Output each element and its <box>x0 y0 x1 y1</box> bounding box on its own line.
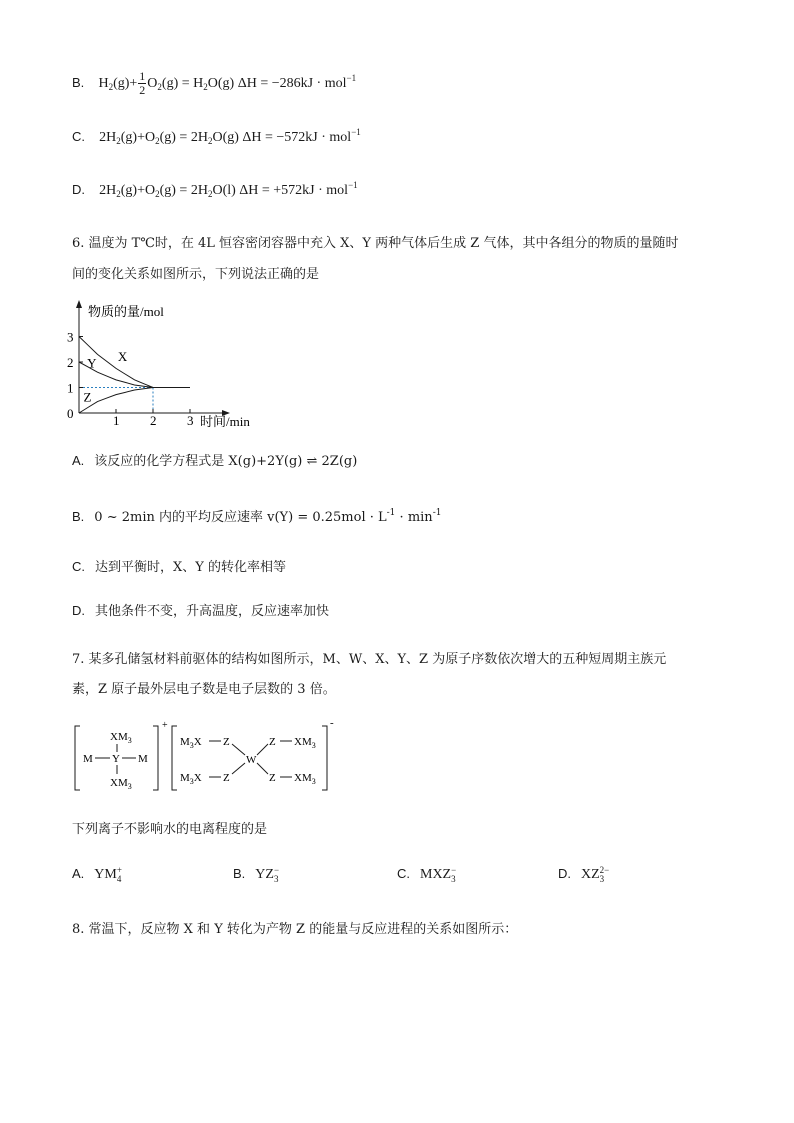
x-tick-label: 3 <box>187 413 194 428</box>
bond <box>257 744 268 755</box>
series-label-y: Y <box>87 355 97 371</box>
question-7-line-1: 7. 某多孔储氢材料前驱体的结构如图所示，M、W、X、Y、Z 为原子序数依次增大的五种短周期主族元 <box>72 652 667 667</box>
option-text: 该反应的化学方程式是 X(g)+2Y(g) ⇌ 2Z(g) <box>94 454 358 469</box>
ion-formula: YZ − 3 <box>255 865 280 884</box>
anion-upper-left-z: Z <box>223 736 230 748</box>
option-label: B. <box>72 509 85 524</box>
question-7-line-2: 素，Z 原子最外层电子数是电子层数的 3 倍。 <box>72 682 336 697</box>
y-axis-label: 物质的量/mol <box>88 304 164 319</box>
series-label-z: Z <box>83 389 92 405</box>
option-label: A. <box>72 866 85 882</box>
series-label-x: X <box>117 348 128 364</box>
q7-option-b <box>233 866 279 884</box>
cation-left-atom: M <box>83 753 93 765</box>
ion-formula: YM + 4 <box>94 865 122 884</box>
q7-option-d <box>558 866 609 884</box>
option-b-heat-equation <box>72 70 356 97</box>
y-tick-label: 2 <box>67 355 74 370</box>
option-label: C. <box>397 866 410 882</box>
q7-option-a <box>72 866 122 884</box>
anion-lower-left-z: Z <box>223 772 230 784</box>
fraction: $\frac{1}{2}$ <box>139 69 146 97</box>
anion-upper-right-group: $XM_3$ <box>294 736 316 750</box>
bond <box>232 744 245 755</box>
q6-option-d <box>72 600 329 619</box>
question-7-prompt: 下列离子不影响水的电离程度的是 <box>72 822 268 837</box>
cation-top-group: $XM_3$ <box>110 731 132 745</box>
ion-formula: MXZ − 3 <box>420 865 457 884</box>
x-tick-label: 2 <box>150 413 157 428</box>
anion-right-bracket <box>322 726 327 790</box>
option-label: D. <box>72 182 85 197</box>
amount-vs-time-chart <box>60 296 300 430</box>
bond <box>257 763 268 774</box>
option-label: A. <box>72 453 85 468</box>
anion-charge: - <box>330 718 334 729</box>
option-text: 0 ~ 2min 内的平均反应速率 $v(Y) = 0.25mol \cdot L^{-1} \cdot \min^{-1}$ <box>94 508 442 525</box>
question-8-line-1: 8. 常温下，反应物 X 和 Y 转化为产物 Z 的能量与反应进程的关系如图所示： <box>72 922 518 937</box>
y-axis-arrow <box>76 300 82 308</box>
anion-lower-left-group: $M_3X$ <box>180 772 202 786</box>
chart-series <box>79 337 190 414</box>
cation-right-bracket <box>153 726 158 790</box>
cation-charge: + <box>162 720 168 731</box>
option-text: 达到平衡时，X、Y 的转化率相等 <box>95 560 286 575</box>
equation: $2H_2(g)+O_2(g) = 2H_2O(g) \Delta H = -572kJ \cdot mol^{-1}$ <box>99 127 361 146</box>
option-label: C. <box>72 559 85 574</box>
question-6-line-1: 6. 温度为 T℃时，在 4L 恒容密闭容器中充入 X、Y 两种气体后生成 Z 气体，其中各组分的物质的量随时 <box>72 236 679 251</box>
option-label: B. <box>72 74 85 90</box>
option-d-heat-equation <box>72 180 358 199</box>
option-text: 其他条件不变，升高温度，反应速率加快 <box>95 604 330 619</box>
option-label: D. <box>72 603 85 618</box>
option-label: C. <box>72 129 85 144</box>
cation-bottom-group: $XM_3$ <box>110 777 132 791</box>
x-axis-label: 时间/min <box>200 414 250 429</box>
y-tick-label: 0 <box>67 406 74 421</box>
y-tick-label: 1 <box>67 380 74 396</box>
question-6-line-2: 间的变化关系如图所示，下列说法正确的是 <box>72 267 320 282</box>
series-line-z <box>79 388 190 414</box>
cation-right-atom: M <box>138 753 148 765</box>
option-c-heat-equation <box>72 127 361 146</box>
x-tick-label: 1 <box>113 413 120 428</box>
q6-option-b <box>72 506 441 525</box>
ion-formula: XZ 2− 3 <box>581 865 610 884</box>
anion-upper-left-group: $M_3X$ <box>180 736 202 750</box>
anion-lower-right-group: $XM_3$ <box>294 772 316 786</box>
q6-option-a <box>72 450 357 469</box>
anion-center-atom: W <box>246 754 257 766</box>
precursor-structure-diagram <box>70 718 340 796</box>
option-label: D. <box>558 866 571 882</box>
q7-option-c <box>397 866 456 884</box>
equation: $H_2(g)+$ $\frac{1}{2}$ $O_2(g) = H_2O(g) \Delta H = -286kJ \cdot mol^{-1}$ <box>98 69 357 97</box>
option-label: B. <box>233 866 246 882</box>
anion-upper-right-z: Z <box>269 736 276 748</box>
bond <box>232 763 245 774</box>
equation: $2H_2(g)+O_2(g) = 2H_2O(l) \Delta H = +572kJ \cdot mol^{-1}$ <box>99 180 358 199</box>
cation-left-bracket <box>75 726 80 790</box>
cation-center-atom: Y <box>112 753 120 765</box>
anion-left-bracket <box>172 726 177 790</box>
anion-lower-right-z: Z <box>269 772 276 784</box>
y-tick-label: 3 <box>67 329 74 345</box>
q6-option-c <box>72 556 286 575</box>
